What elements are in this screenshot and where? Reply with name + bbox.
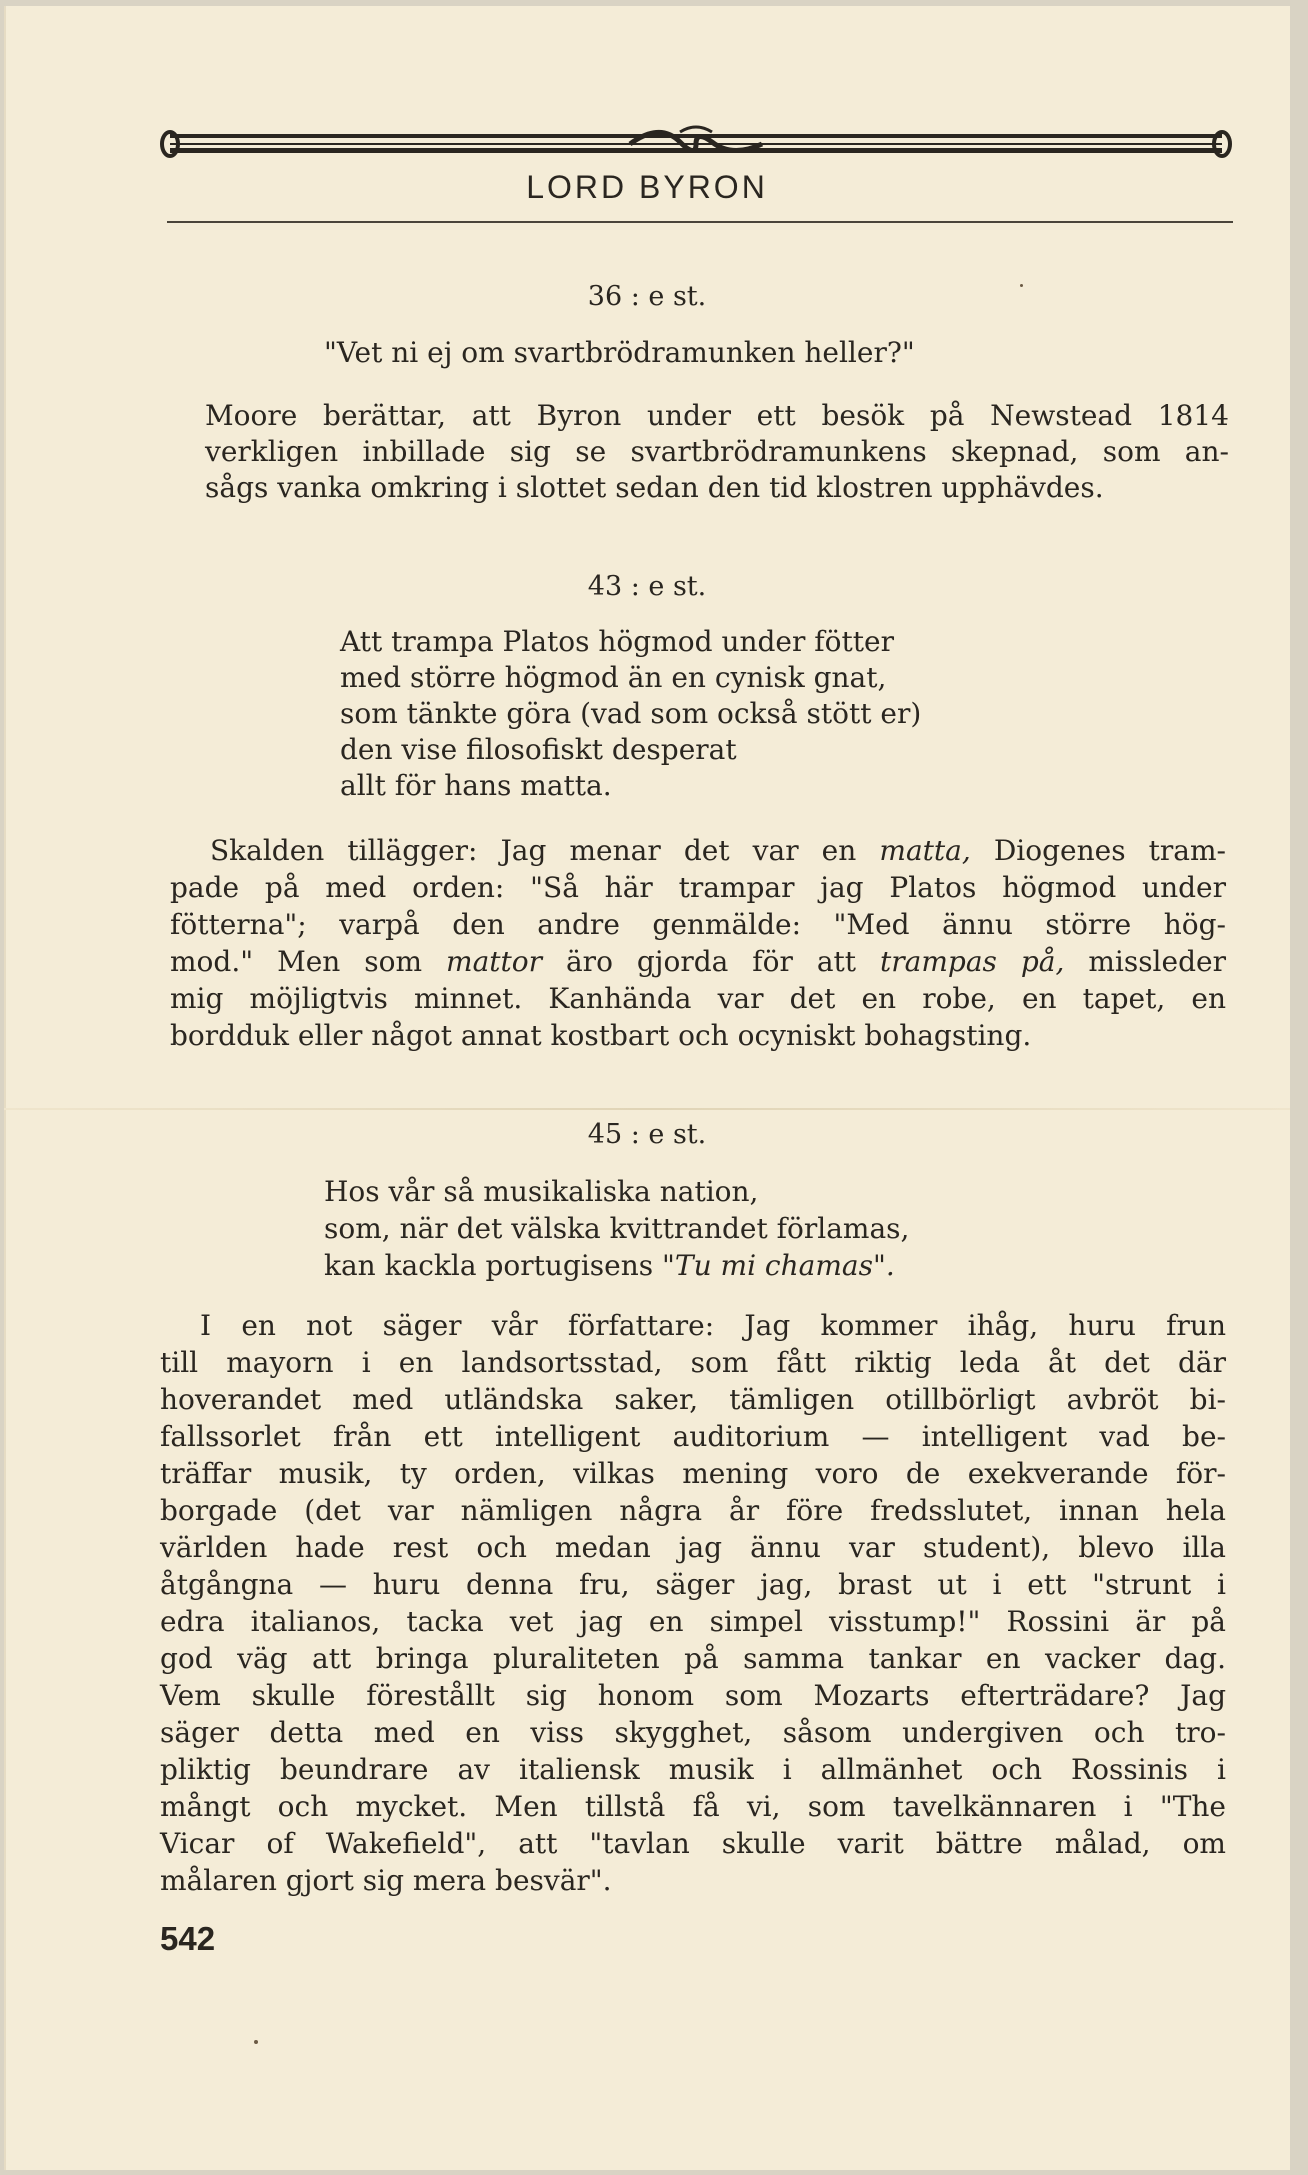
paragraph-line: I en not säger vår författare: Jag kommer ihåg, huru frun: [200, 1309, 1226, 1342]
ornamental-header-rule-icon: [160, 124, 1232, 168]
paragraph-line: mig möjligtvis minnet. Kanhända var det en robe, en tapet, en: [170, 982, 1226, 1015]
running-head-title: LORD BYRON: [526, 169, 768, 205]
page-fold-line: [4, 1108, 1290, 1110]
book-page: [4, 6, 1290, 2170]
section-heading-45: 45 : e st.: [587, 1119, 707, 1150]
paragraph-line: världen hade rest och medan jag ännu var student), blevo illa: [160, 1531, 1226, 1564]
paragraph-line: borgade (det var nämligen några år före fredsslutet, innan hela: [160, 1494, 1226, 1527]
verse-line: den vise filosofiskt desperat: [340, 733, 737, 766]
paragraph-line: Vicar of Wakefield", att "tavlan skulle varit bättre målad, om: [160, 1827, 1226, 1860]
verse-line: allt för hans matta.: [340, 769, 612, 802]
verse-line: kan kackla portugisens "Tu mi chamas".: [324, 1249, 895, 1282]
paragraph-line: bordduk eller något annat kostbart och ocyniskt bohagsting.: [170, 1019, 1032, 1052]
paragraph-line: god väg att bringa pluraliteten på samma tankar en vacker dag.: [160, 1642, 1226, 1675]
section-heading-36: 36 : e st.: [587, 281, 707, 312]
paragraph-line: Skalden tillägger: Jag menar det var en matta, Diogenes tram-: [210, 834, 1227, 867]
verse-line: som, när det välska kvittrandet förlamas,: [324, 1212, 910, 1245]
verse-line: Att trampa Platos högmod under fötter: [340, 625, 894, 658]
section-heading-43: 43 : e st.: [587, 571, 707, 602]
paragraph-line: sågs vanka omkring i slottet sedan den tid klostren upphävdes.: [205, 471, 1104, 504]
paragraph-line: hoverandet med utländska saker, tämligen otillbörligt avbröt bi-: [160, 1383, 1226, 1416]
verse-line: med större högmod än en cynisk gnat,: [340, 661, 887, 694]
paragraph-line: åtgångna — huru denna fru, säger jag, brast ut i ett "strunt i: [160, 1568, 1226, 1601]
paragraph-line: målaren gjort sig mera besvär".: [160, 1864, 612, 1897]
header-rule: [167, 221, 1233, 223]
paragraph-line: fötterna"; varpå den andre genmälde: "Med ännu större hög-: [170, 908, 1226, 941]
paragraph-line: edra italianos, tacka vet jag en simpel visstump!" Rossini är på: [160, 1605, 1226, 1638]
verse-line: Hos vår så musikaliska nation,: [324, 1175, 759, 1208]
paragraph-line: verkligen inbillade sig se svartbrödramunkens skepnad, som an-: [205, 435, 1229, 468]
paper-speck: [254, 2040, 258, 2044]
paragraph-line: pliktig beundrare av italiensk musik i allmänhet och Rossinis i: [160, 1753, 1226, 1786]
quote-line: "Vet ni ej om svartbrödramunken heller?": [324, 336, 915, 369]
paragraph-line: säger detta med en viss skygghet, såsom undergiven och tro-: [160, 1716, 1226, 1749]
paragraph-line: mod." Men som mattor äro gjorda för att trampas på, missleder: [170, 945, 1226, 978]
page-number: 542: [160, 1920, 216, 1957]
paragraph-line: fallssorlet från ett intelligent auditorium — intelligent vad be-: [160, 1420, 1226, 1453]
paragraph-line: till mayorn i en landsortsstad, som fått riktig leda åt det där: [160, 1346, 1226, 1379]
paragraph-line: Moore berättar, att Byron under ett besök på Newstead 1814: [205, 399, 1229, 432]
paragraph-line: träffar musik, ty orden, vilkas mening voro de exekverande för-: [160, 1457, 1226, 1490]
paper-speck: [1020, 284, 1023, 287]
paragraph-line: pade på med orden: "Så här trampar jag Platos högmod under: [170, 871, 1226, 904]
paragraph-line: Vem skulle förestållt sig honom som Mozarts efterträdare? Jag: [160, 1679, 1226, 1712]
paragraph-line: mångt och mycket. Men tillstå få vi, som tavelkännaren i "The: [160, 1790, 1226, 1823]
verse-line: som tänkte göra (vad som också stött er): [340, 697, 922, 730]
